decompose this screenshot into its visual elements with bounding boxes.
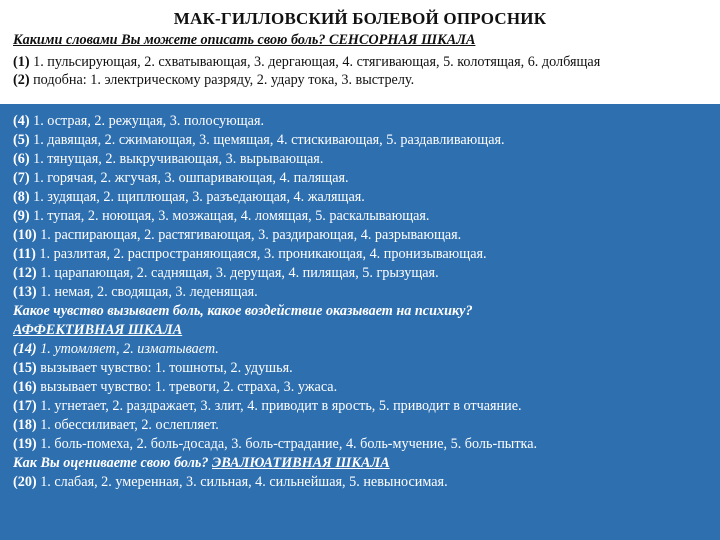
item-text: 1. давящая, 2. сжимающая, 3. щемящая, 4. стискивающая, 5. раздавливающая. [29,132,505,148]
item-18 [13,416,718,435]
header-panel [0,0,720,104]
item-text: 1. слабая, 2. умеренная, 3. сильная, 4. сильнейшая, 5. невыносимая. [36,474,448,490]
item-number: (2) [13,72,30,88]
evaluative-scale-heading: ЭВАЛЮАТИВНАЯ ШКАЛА [211,455,390,471]
item-1 [13,54,600,71]
item-number: (9) [13,208,30,224]
evaluative-question [13,454,718,473]
item-text: 1. угнетает, 2. раздражает, 3. злит, 4. приводит в ярость, 5. приводит в отчаяние. [36,398,522,414]
item-number: (12) [13,265,37,281]
questionnaire-body [13,112,718,492]
item-number: (5) [13,132,30,148]
item-8 [13,188,718,207]
item-number: (19) [13,436,37,452]
item-19 [13,435,718,454]
item-text: 1. обессиливает, 2. ослепляет. [36,417,219,433]
item-number: (17) [13,398,37,414]
item-number: (6) [13,151,30,167]
item-number: (11) [13,246,36,262]
item-number: (4) [13,113,30,129]
item-text: 1. утомляет, 2. изматывает. [36,341,219,357]
item-text: 1. тянущая, 2. выкручивающая, 3. вырывающая. [29,151,324,167]
affective-scale-heading: АФФЕКТИВНАЯ ШКАЛА [13,322,183,338]
item-6 [13,150,718,169]
item-text: 1. немая, 2. сводящая, 3. леденящая. [36,284,258,300]
item-number: (16) [13,379,37,395]
item-text: 1. тупая, 2. ноющая, 3. мозжащая, 4. ломящая, 5. раскалывающая. [29,208,430,224]
item-text: 1. царапающая, 2. саднящая, 3. дерущая, 4. пилящая, 5. грызущая. [36,265,439,281]
item-number: (15) [13,360,37,376]
sensory-question: Какими словами Вы можете описать свою боль? СЕНСОРНАЯ ШКАЛА [13,32,476,48]
item-text: 1. острая, 2. режущая, 3. полосующая. [29,113,265,129]
item-text: 1. разлитая, 2. распространяющаяся, 3. проникающая, 4. пронизывающая. [35,246,487,262]
item-text: вызывает чувство: 1. тревоги, 2. страха, 3. ужаса. [36,379,338,395]
item-number: (1) [13,54,30,70]
item-number: (13) [13,284,37,300]
item-4 [13,112,718,131]
page-title: МАК-ГИЛЛОВСКИЙ БОЛЕВОЙ ОПРОСНИК [173,9,547,28]
item-number: (7) [13,170,30,186]
item-5 [13,131,718,150]
item-number: (14) [13,341,37,357]
item-text: 1. распирающая, 2. растягивающая, 3. раздирающая, 4. разрывающая. [36,227,462,243]
item-16 [13,378,718,397]
item-12 [13,264,718,283]
item-text: 1. пульсирующая, 2. схватывающая, 3. дергающая, 4. стягивающая, 5. колотящая, 6. долбящая [29,54,601,70]
item-7 [13,169,718,188]
evaluative-question-text: Как Вы оцениваете свою боль? [13,455,212,471]
item-13 [13,283,718,302]
item-number: (10) [13,227,37,243]
item-number: (20) [13,474,37,490]
item-text: подобна: 1. электрическому разряду, 2. удару тока, 3. выстрелу. [29,72,415,88]
affective-question: Какое чувство вызывает боль, какое воздействие оказывает на психику? [13,303,473,319]
item-15 [13,359,718,378]
item-text: 1. боль-помеха, 2. боль-досада, 3. боль-страдание, 4. боль-мучение, 5. боль-пытка. [36,436,538,452]
item-number: (18) [13,417,37,433]
item-11 [13,245,718,264]
item-text: вызывает чувство: 1. тошноты, 2. удушья. [36,360,293,376]
item-text: 1. зудящая, 2. щиплющая, 3. разъедающая, 4. жалящая. [29,189,365,205]
item-number: (8) [13,189,30,205]
item-17 [13,397,718,416]
item-20 [13,473,718,492]
item-10 [13,226,718,245]
item-9 [13,207,718,226]
item-14 [13,340,718,359]
item-text: 1. горячая, 2. жгучая, 3. ошпаривающая, 4. палящая. [29,170,349,186]
item-2 [13,72,414,89]
